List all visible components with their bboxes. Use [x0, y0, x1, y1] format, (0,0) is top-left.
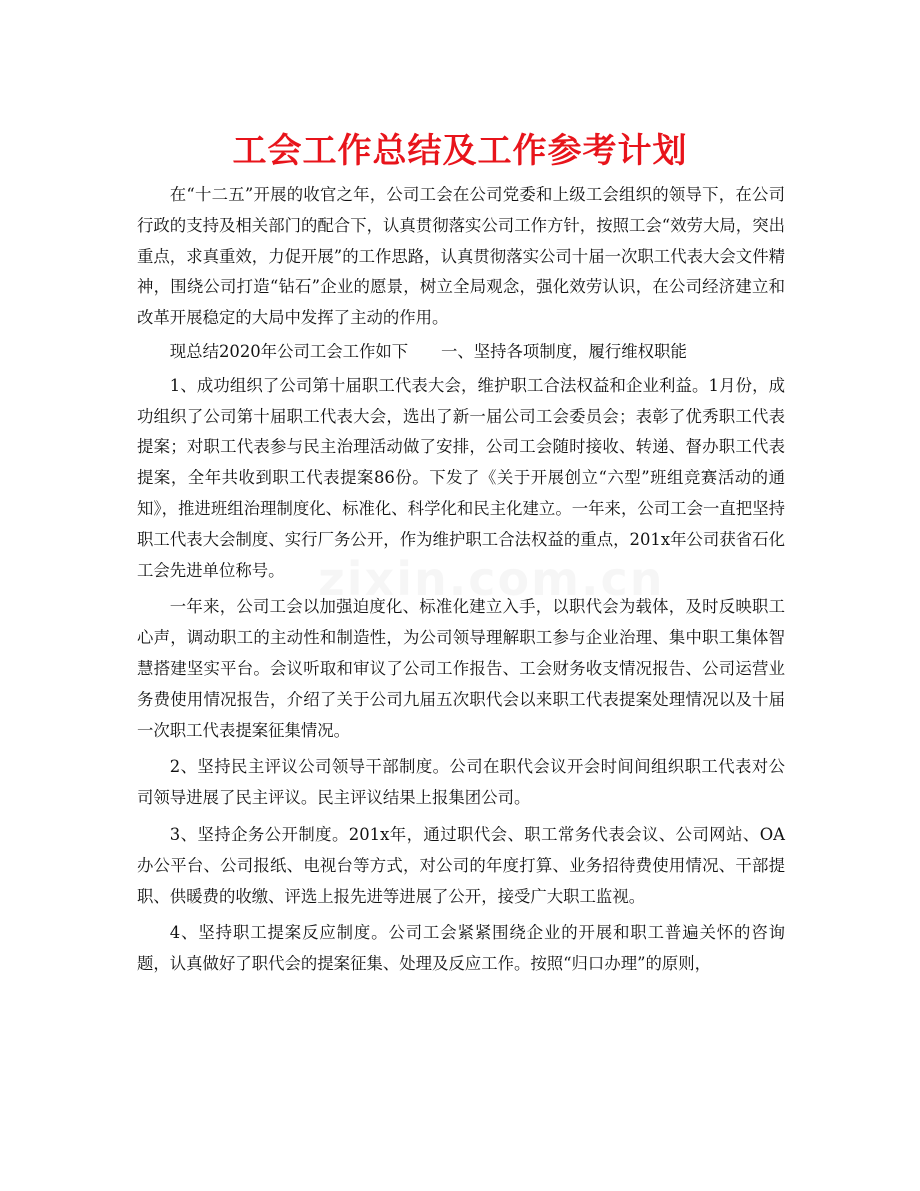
paragraph-item-1: 1、成功组织了公司第十届职工代表大会，维护职工合法权益和企业利益。1月份，成功组织了公司第十届职工代表大会，选出了新一届公司工会委员会；表彰了优秀职工代表提案；对职工代表参与民主治理活动做了安排，公司工会随时接收、转递、督办职工代表提案，全年共收到职工代表提案86份。下发了《关于开展创立“六型”班组竞赛活动的通知》，推进班组治理制度化、标准化、科学化和民主化建立。一年来，公司工会一直把坚持职工代表大会制度、实行厂务公开，作为维护职工合法权益的重点，201x年公司获省石化工会先进单位称号。 — [137, 375, 785, 580]
paragraph-intro: 在“十二五”开展的收官之年，公司工会在公司党委和上级工会组织的领导下，在公司行政的支持及相关部门的配合下，认真贯彻落实公司工作方针，按照工会“效劳大局，突出重点，求真重效，力促开展”的工作思路，认真贯彻落实公司十届一次职工代表大会文件精神，围绕公司打造“钻石”企业的愿景，树立全局观念，强化效劳认识，在公司经济建立和改革开展稳定的大局中发挥了主动的作用。 — [137, 185, 785, 328]
paragraph-item-3: 3、坚持企务公开制度。201x年，通过职代会、职工常务代表会议、公司网站、OA办公平台、公司报纸、电视台等方式，对公司的年度打算、业务招待费使用情况、干部提职、供暖费的收缴、评选上报先进等进展了公开，接受广大职工监视。 — [137, 824, 785, 906]
document-body — [137, 180, 785, 986]
paragraph-year-review: 一年来，公司工会以加强迫度化、标准化建立入手，以职代会为载体，及时反映职工心声，调动职工的主动性和制造性，为公司领导理解职工参与企业治理、集中职工集体智慧搭建坚实平台。会议听取和审议了公司工作报告、工会财务收支情况报告、公司运营业务费使用情况报告，介绍了关于公司九届五次职代会以来职工代表提案处理情况以及十届一次职工代表提案征集情况。 — [137, 597, 785, 740]
paragraph-item-2: 2、坚持民主评议公司领导干部制度。公司在职代会议开会时间间组织职工代表对公司领导进展了民主评议。民主评议结果上报集团公司。 — [137, 757, 785, 808]
paragraph-summary-heading: 现总结2020年公司工会工作如下 一、坚持各项制度，履行维权职能 — [169, 341, 687, 361]
document-title: 工会工作总结及工作参考计划 — [232, 131, 688, 171]
paragraph-item-4: 4、坚持职工提案反应制度。公司工会紧紧围绕企业的开展和职工普遍关怀的咨询题，认真做好了职代会的提案征集、处理及反应工作。按照“归口办理”的原则， — [137, 923, 785, 974]
